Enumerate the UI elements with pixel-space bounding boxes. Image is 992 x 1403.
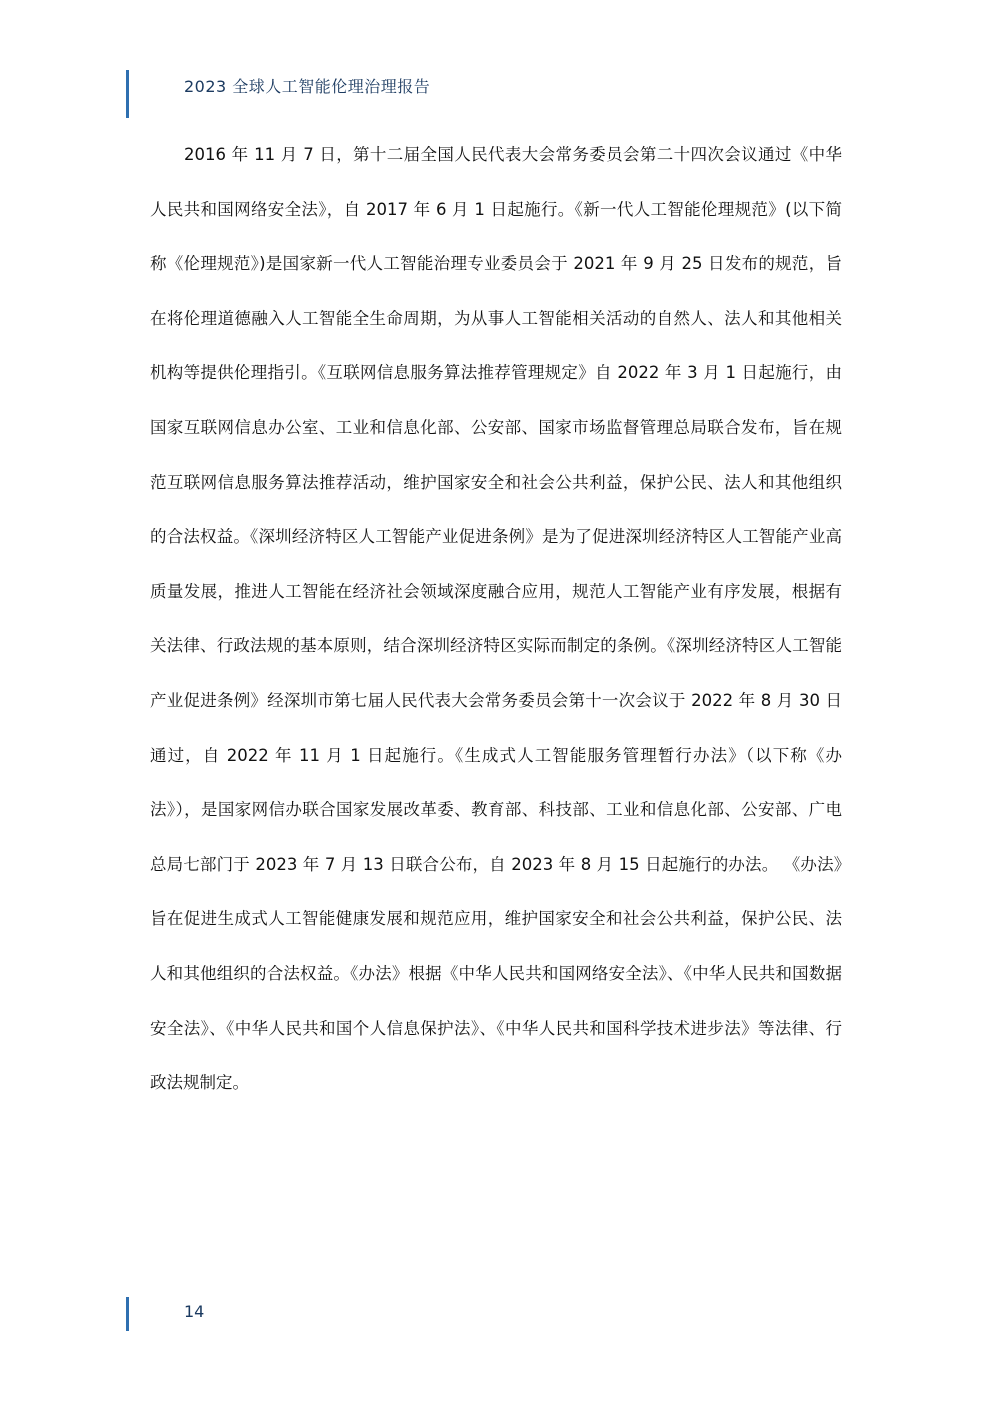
header-accent-bar	[126, 70, 129, 118]
footer-accent-bar	[126, 1297, 129, 1331]
body-paragraph: 2016 年 11 月 7 日，第十二届全国人民代表大会常务委员会第二十四次会议通过《中华人民共和国网络安全法》，自 2017 年 6 月 1 日起施行。《新一代人工智能伦理规范》(以下简称《伦理规范》)是国家新一代人工智能治理专业委员会于 2021 年 9 月 25 日发布的规范，旨在将伦理道德融入人工智能全生命周期，为从事人工智能相关活动的自然人、法人和其他相关机构等提供伦理指引。《互联网信息服务算法推荐管理规定》自 2022 年 3 月 1 日起施行，由国家互联网信息办公室、工业和信息化部、公安部、国家市场监督管理总局联合发布，旨在规范互联网信息服务算法推荐活动，维护国家安全和社会公共利益，保护公民、法人和其他组织的合法权益。《深圳经济特区人工智能产业促进条例》是为了促进深圳经济特区人工智能产业高质量发展，推进人工智能在经济社会领域深度融合应用，规范人工智能产业有序发展，根据有关法律、行政法规的基本原则，结合深圳经济特区实际而制定的条例。《深圳经济特区人工智能产业促进条例》经深圳市第七届人民代表大会常务委员会第十一次会议于 2022 年 8 月 30 日通过，自 2022 年 11 月 1 日起施行。《生成式人工智能服务管理暂行办法》（以下称《办法》），是国家网信办联合国家发展改革委、教育部、科技部、工业和信息化部、公安部、广电总局七部门于 2023 年 7 月 13 日联合公布，自 2023 年 8 月 15 日起施行的办法。 《办法》旨在促进生成式人工智能健康发展和规范应用，维护国家安全和社会公共利益，保护公民、法人和其他组织的合法权益。《办法》根据《中华人民共和国网络安全法》、《中华人民共和国数据安全法》、《中华人民共和国个人信息保护法》、《中华人民共和国科学技术进步法》等法律、行政法规制定。	[150, 145, 842, 1093]
page-number: 14	[184, 1302, 205, 1321]
report-title: 2023 全球人工智能伦理治理报告	[184, 77, 431, 96]
